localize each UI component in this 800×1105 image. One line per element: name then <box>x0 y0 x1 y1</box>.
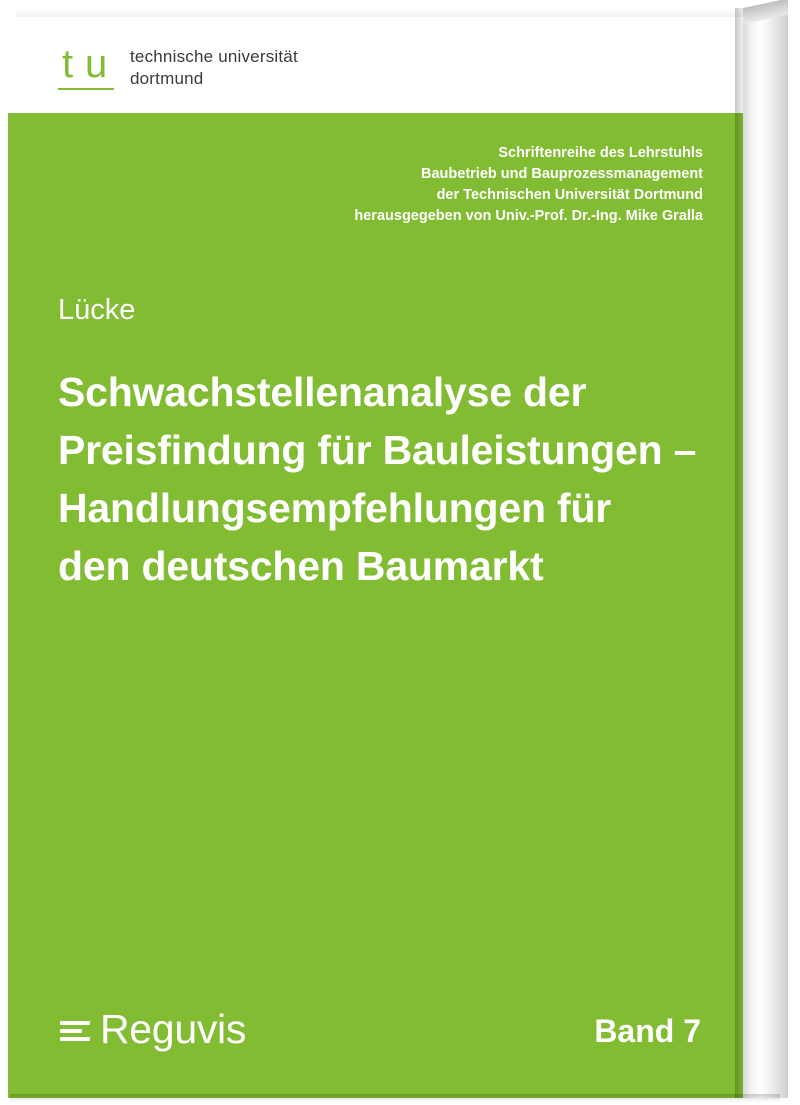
title-line-4: den deutschen Baumarkt <box>58 543 544 589</box>
tu-wordmark-line1: technische universität <box>130 47 298 66</box>
series-statement <box>183 143 703 227</box>
series-line-2: Baubetrieb und Bauprozessmanagement <box>421 166 703 182</box>
reguvis-lines-icon <box>60 1015 90 1045</box>
book-drop-shadow <box>10 1094 780 1102</box>
publisher-name: Reguvis <box>100 1006 247 1052</box>
tu-monogram-u: u <box>85 42 108 86</box>
tu-wordmark <box>130 42 298 90</box>
front-cover-face <box>8 8 743 1098</box>
series-line-4: herausgegeben von Univ.-Prof. Dr.-Ing. Mike Gralla <box>354 208 703 224</box>
title-line-1: Schwachstellenanalyse der <box>58 369 587 415</box>
tu-dortmund-logo <box>56 42 298 92</box>
book-title <box>58 363 718 595</box>
header-band <box>8 8 743 113</box>
volume-number: Band 7 <box>594 1013 701 1049</box>
title-line-2: Preisfindung für Bauleistungen – <box>58 427 697 473</box>
series-line-3: der Technischen Universität Dortmund <box>436 187 703 203</box>
author-name: Lücke <box>58 294 136 326</box>
cover-top-shading <box>16 8 751 17</box>
series-line-1: Schriftenreihe des Lehrstuhls <box>498 145 703 161</box>
tu-monogram-t: t <box>62 42 74 86</box>
publisher-logo <box>60 1006 247 1052</box>
tu-monogram-rule <box>58 88 114 90</box>
tu-monogram-icon <box>56 42 118 92</box>
title-line-3: Handlungsempfehlungen für <box>58 485 612 531</box>
tu-wordmark-line2: dortmund <box>130 69 204 88</box>
page-block-edge <box>743 8 788 1098</box>
